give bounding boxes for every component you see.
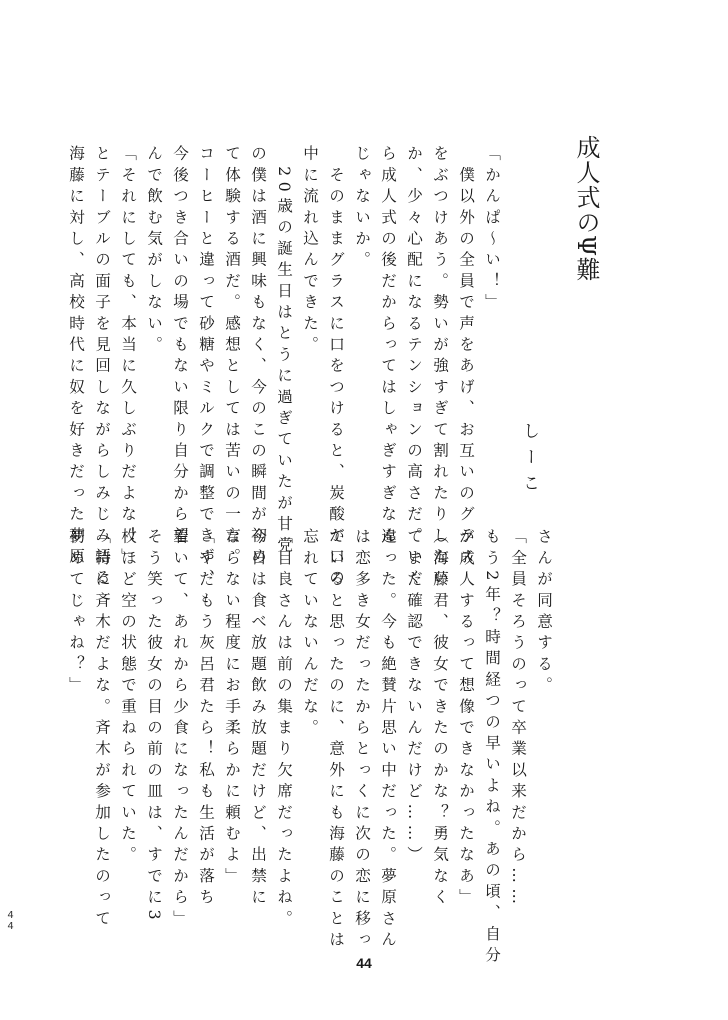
text-column: が成人するって想像できなかったなあ」 xyxy=(457,528,475,910)
text-column: て体験する酒だ。感想としては苦いの一言。 xyxy=(223,145,241,569)
text-column: コーヒーと違って砂糖やミルクで調整できず、 xyxy=(197,145,215,591)
text-column: 「かんぱ〜い！」 xyxy=(483,145,501,315)
text-column: 違った。今も絶賛片思い中だった。夢原さん xyxy=(379,528,397,952)
text-column: 僕以外の全員で声をあげ、お互いのグラス xyxy=(457,145,475,569)
text-column: か、少々心配になるテンションの高さだ。いく xyxy=(405,145,423,591)
text-column: ていると思ったのに、意外にも海藤のことは xyxy=(327,528,345,952)
text-column: とテーブルの面子を見回しながらしみじみ語る xyxy=(93,145,111,591)
text-column: 今後つき合いの場でもない限り自分から望 xyxy=(171,145,189,548)
gutter-page-number: 44 xyxy=(5,910,16,932)
text-column: てまだ確認できないんだけど……） xyxy=(405,528,423,868)
text-column: 20歳の誕生日はとうに過ぎていたが甘党 xyxy=(275,145,293,558)
text-column: 「目良さんは前の集まり欠席だったよね。 xyxy=(275,528,293,931)
text-column: 「全員そろうのって卒業以来だから…… xyxy=(509,528,527,910)
text-column: 初めてじゃね？」 xyxy=(67,528,85,698)
text-column: 「やだもう灰呂君たら！私も生活が落ち xyxy=(197,528,215,910)
author-name: しーこ xyxy=(519,422,539,500)
page-number: 44 xyxy=(356,955,372,971)
text-column: ならない程度にお手柔らかに頼むよ」 xyxy=(223,528,241,889)
text-column: 「特に斉木だよな。斉木が参加したのって xyxy=(93,528,111,931)
text-column: そう笑った彼女の目の前の皿は、すでに3 xyxy=(145,528,163,926)
text-column: 忘れていないんだな。 xyxy=(301,528,319,740)
text-column: の僕は酒に興味もなく、今のこの瞬間が初め xyxy=(249,145,267,569)
text-column: 枚ほど空の状態で重ねられていた。 xyxy=(119,528,137,868)
text-column: じゃないか。 xyxy=(353,145,371,273)
text-column: もう2年？時間経つの早いよね。あの頃、自分 xyxy=(483,528,501,968)
text-column: をぶつけあう。勢いが強すぎて割れたりしない xyxy=(431,145,449,591)
text-column: は恋多き女だったからとっくに次の恋に移っ xyxy=(353,528,371,952)
text-column: そのままグラスに口をつけると、炭酸が口の xyxy=(327,145,345,591)
text-column: 今日は食べ放題飲み放題だけど、出禁に xyxy=(249,528,267,910)
text-column: （海藤君、彼女できたのかな？勇気なく xyxy=(431,528,449,910)
text-column: ら成人式の後だからってはしゃぎすぎなん xyxy=(379,145,397,548)
text-column: さんが同意する。 xyxy=(535,528,553,698)
text-column: んで飲む気がしない。 xyxy=(145,145,163,357)
story-title: 成人式のΨ難 xyxy=(572,135,600,283)
text-column: 海藤に対し、高校時代に奴を好きだった夢原 xyxy=(67,145,85,569)
text-column: 中に流れ込んできた。 xyxy=(301,145,319,357)
text-column: 着いて、あれから少食になったんだから」 xyxy=(171,528,189,931)
text-column: 「それにしても、本当に久しぶりだよな！」 xyxy=(119,145,137,569)
